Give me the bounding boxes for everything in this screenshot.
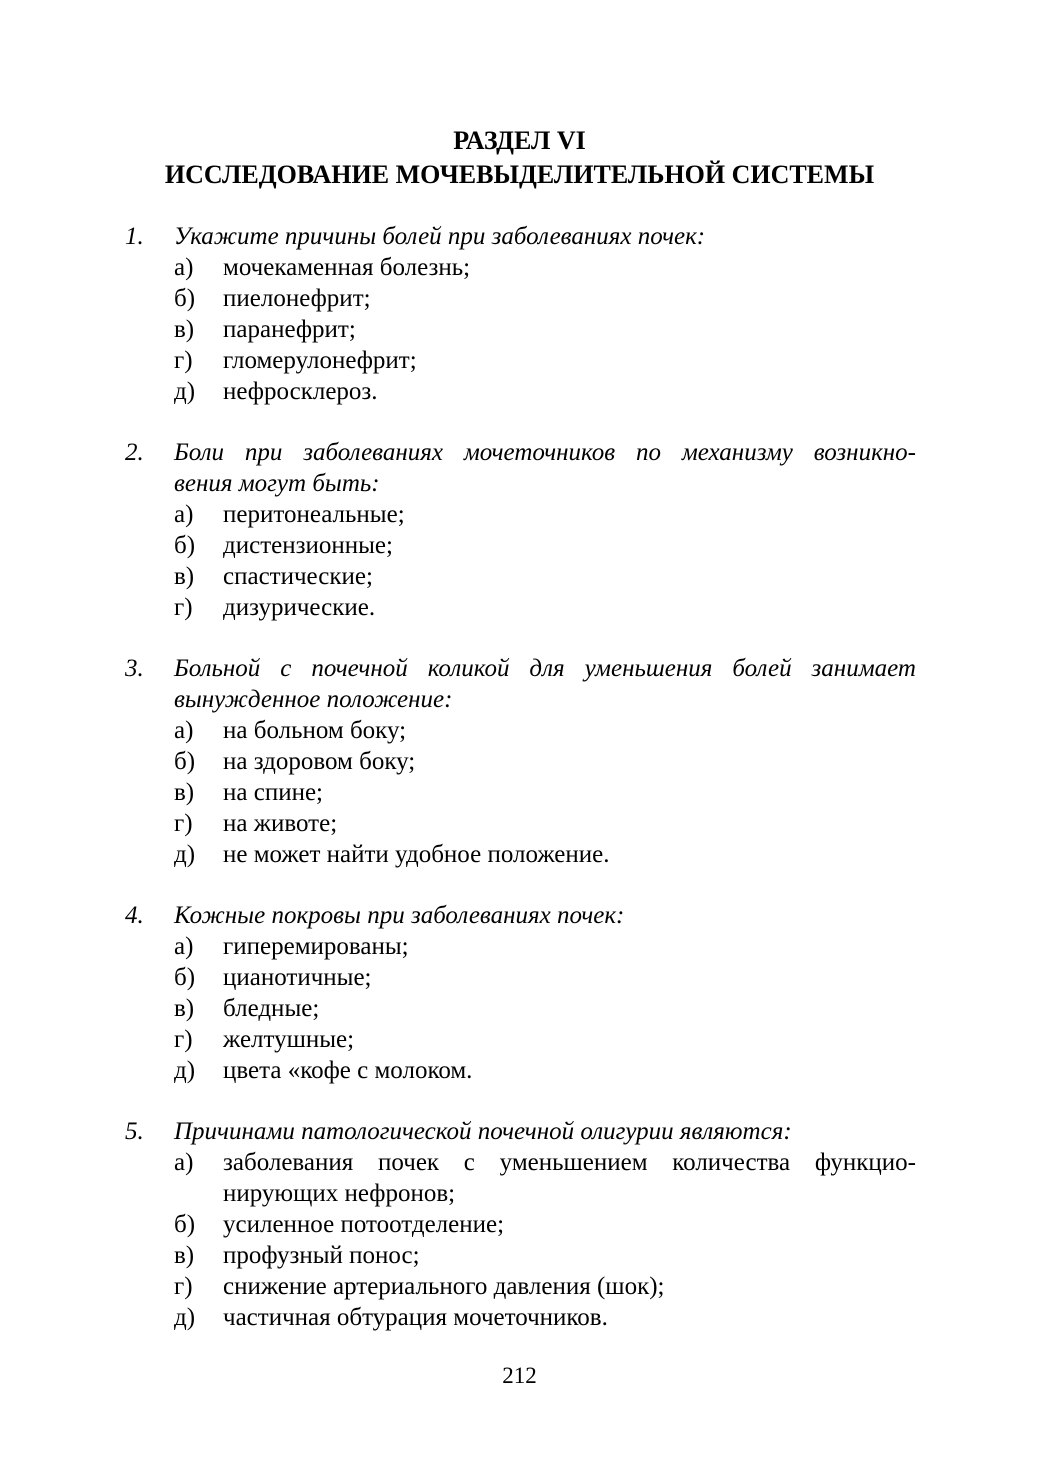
answer-letter: а) (174, 254, 194, 281)
answer-option (0, 314, 1039, 345)
question-text: Больной с почечной коликой для уменьшения болей занимает (174, 655, 916, 682)
question-text: вения могут быть: (174, 470, 380, 497)
question-number: 5. (125, 1118, 144, 1145)
question-number: 1. (125, 223, 144, 250)
answer-option (0, 808, 1039, 839)
question-line (0, 684, 1039, 715)
answer-text: пиелонефрит; (223, 285, 371, 312)
answer-text: усиленное потоотделение; (223, 1211, 505, 1238)
answer-option (0, 1024, 1039, 1055)
question-line (0, 437, 1039, 468)
answer-text: перитонеальные; (223, 501, 405, 528)
answer-option (0, 252, 1039, 283)
answer-letter: а) (174, 933, 194, 960)
answer-option (0, 561, 1039, 592)
answer-option (0, 993, 1039, 1024)
question-text: Кожные покровы при заболеваниях почек: (174, 902, 625, 929)
question-line (0, 468, 1039, 499)
question-line (0, 653, 1039, 684)
question-item (0, 653, 1039, 870)
answer-option (0, 1209, 1039, 1240)
answer-option (0, 345, 1039, 376)
answer-letter: г) (174, 1273, 193, 1300)
answer-text: гиперемированы; (223, 933, 409, 960)
question-item (0, 900, 1039, 1086)
answer-letter: в) (174, 563, 195, 590)
section-title: ИССЛЕДОВАНИЕ МОЧЕВЫДЕЛИТЕЛЬНОЙ СИСТЕМЫ (164, 160, 875, 189)
answer-letter: д) (174, 1304, 196, 1331)
question-text: Боли при заболеваниях мочеточников по механизму возникно- (174, 439, 916, 466)
answer-option (0, 1271, 1039, 1302)
answer-letter: б) (174, 285, 196, 312)
answer-letter: г) (174, 594, 193, 621)
answer-text: мочекаменная болезнь; (223, 254, 471, 281)
answer-text: нефросклероз. (223, 378, 378, 405)
question-item (0, 221, 1039, 407)
answer-text: желтушные; (223, 1026, 355, 1053)
answer-text: профузный понос; (223, 1242, 420, 1269)
question-text: вынужденное положение: (174, 686, 453, 713)
answer-letter: д) (174, 841, 196, 868)
question-text: Причинами патологической почечной олигурии являются: (174, 1118, 792, 1145)
answer-option (0, 1240, 1039, 1271)
answer-letter: а) (174, 1149, 194, 1176)
answer-letter: в) (174, 779, 195, 806)
answer-letter: д) (174, 1057, 196, 1084)
answer-letter: а) (174, 717, 194, 744)
answer-letter: б) (174, 964, 196, 991)
answer-option (0, 1178, 1039, 1209)
question-line (0, 900, 1039, 931)
answer-option (0, 962, 1039, 993)
answer-option (0, 746, 1039, 777)
answer-option (0, 283, 1039, 314)
answer-text: паранефрит; (223, 316, 356, 343)
question-number: 2. (125, 439, 144, 466)
answer-letter: г) (174, 1026, 193, 1053)
answer-option (0, 499, 1039, 530)
answer-option (0, 530, 1039, 561)
answer-option (0, 1147, 1039, 1178)
answer-option (0, 1302, 1039, 1333)
answer-text: нирующих нефронов; (223, 1180, 456, 1207)
question-item (0, 437, 1039, 623)
answer-text: частичная обтурация мочеточников. (223, 1304, 608, 1331)
answer-letter: б) (174, 748, 196, 775)
answer-letter: г) (174, 810, 193, 837)
answer-text: на здоровом боку; (223, 748, 416, 775)
question-text: Укажите причины болей при заболеваниях почек: (174, 223, 706, 250)
section-heading (0, 124, 1039, 192)
answer-letter: в) (174, 1242, 195, 1269)
answer-text: цианотичные; (223, 964, 372, 991)
answer-text: на спине; (223, 779, 323, 806)
question-list (0, 221, 1039, 1363)
answer-text: бледные; (223, 995, 320, 1022)
answer-letter: б) (174, 532, 196, 559)
answer-text: дистензионные; (223, 532, 393, 559)
answer-option (0, 1055, 1039, 1086)
page-number: 212 (502, 1363, 537, 1388)
answer-text: заболевания почек с уменьшением количества функцио- (223, 1149, 916, 1176)
answer-letter: в) (174, 995, 195, 1022)
answer-letter: д) (174, 378, 196, 405)
answer-text: спастические; (223, 563, 373, 590)
answer-text: на животе; (223, 810, 338, 837)
section-number: РАЗДЕЛ VI (453, 126, 586, 155)
question-line (0, 1116, 1039, 1147)
answer-option (0, 592, 1039, 623)
answer-option (0, 376, 1039, 407)
answer-option (0, 777, 1039, 808)
answer-letter: б) (174, 1211, 196, 1238)
answer-text: на больном боку; (223, 717, 407, 744)
answer-text: не может найти удобное положение. (223, 841, 610, 868)
question-item (0, 1116, 1039, 1333)
answer-text: снижение артериального давления (шок); (223, 1273, 665, 1300)
answer-text: дизурические. (223, 594, 376, 621)
answer-letter: а) (174, 501, 194, 528)
answer-text: гломерулонефрит; (223, 347, 417, 374)
answer-option (0, 839, 1039, 870)
answer-letter: в) (174, 316, 195, 343)
question-line (0, 221, 1039, 252)
answer-text: цвета «кофе с молоком. (223, 1057, 473, 1084)
question-number: 3. (125, 655, 144, 682)
question-number: 4. (125, 902, 144, 929)
answer-option (0, 931, 1039, 962)
answer-option (0, 715, 1039, 746)
answer-letter: г) (174, 347, 193, 374)
